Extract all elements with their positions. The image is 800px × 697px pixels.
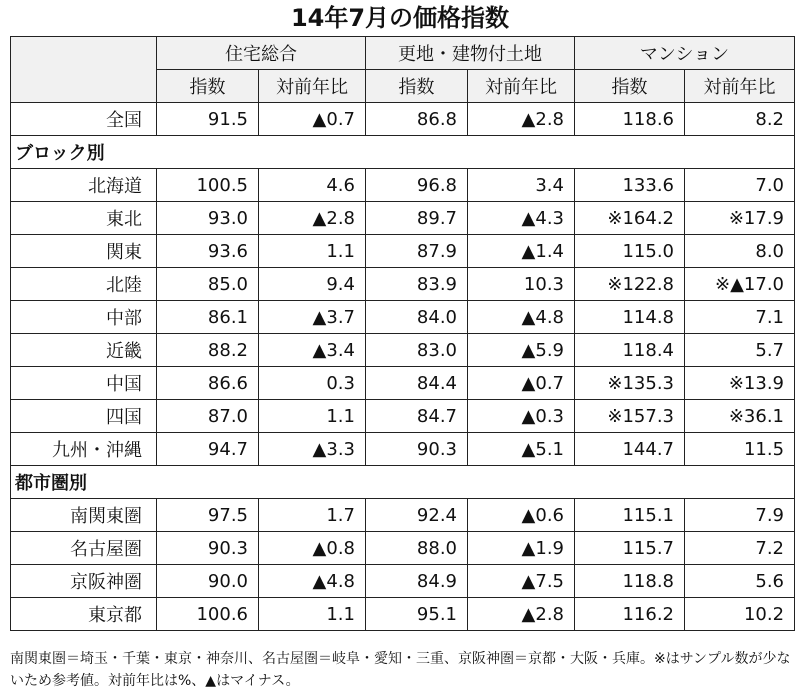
value-cell: 92.4 [366, 499, 468, 532]
header-corner-cell [11, 37, 157, 103]
value-cell: 93.6 [157, 235, 259, 268]
price-index-table [10, 36, 795, 631]
value-cell: 3.4 [468, 169, 575, 202]
value-cell: 86.1 [157, 301, 259, 334]
table-row [11, 598, 795, 631]
header-sub-cell: 対前年比 [259, 70, 366, 103]
row-label: 京阪神圏 [11, 565, 157, 598]
value-cell: 115.7 [575, 532, 685, 565]
row-label: 南関東圏 [11, 499, 157, 532]
value-cell: 1.1 [259, 235, 366, 268]
value-cell: ▲1.4 [468, 235, 575, 268]
value-cell: 84.7 [366, 400, 468, 433]
value-cell: 100.6 [157, 598, 259, 631]
table-row [11, 103, 795, 136]
value-cell: 7.1 [685, 301, 795, 334]
value-cell: ※122.8 [575, 268, 685, 301]
table-row [11, 565, 795, 598]
row-label: 九州・沖縄 [11, 433, 157, 466]
header-sub-cell: 対前年比 [468, 70, 575, 103]
value-cell: ▲7.5 [468, 565, 575, 598]
header-group-housing: 住宅総合 [157, 37, 366, 70]
value-cell: ▲2.8 [259, 202, 366, 235]
value-cell: ※13.9 [685, 367, 795, 400]
value-cell: 8.2 [685, 103, 795, 136]
value-cell: 100.5 [157, 169, 259, 202]
header-group-land: 更地・建物付土地 [366, 37, 575, 70]
value-cell: 115.1 [575, 499, 685, 532]
footnote: 南関東圏＝埼玉・千葉・東京・神奈川、名古屋圏＝岐阜・愛知・三重、京阪神圏＝京都・大阪・兵庫。※はサンプル数が少ないため参考値。対前年比は%、▲はマイナス。 [10, 651, 791, 689]
value-cell: 83.0 [366, 334, 468, 367]
value-cell: 5.6 [685, 565, 795, 598]
value-cell: 7.2 [685, 532, 795, 565]
value-cell: 84.9 [366, 565, 468, 598]
value-cell: ※▲17.0 [685, 268, 795, 301]
table-row [11, 433, 795, 466]
row-label: 全国 [11, 103, 157, 136]
value-cell: ▲3.4 [259, 334, 366, 367]
value-cell: 7.9 [685, 499, 795, 532]
value-cell: 95.1 [366, 598, 468, 631]
value-cell: 115.0 [575, 235, 685, 268]
value-cell: 90.0 [157, 565, 259, 598]
value-cell: 1.7 [259, 499, 366, 532]
table-row [11, 169, 795, 202]
value-cell: ▲4.8 [259, 565, 366, 598]
value-cell: ▲0.6 [468, 499, 575, 532]
value-cell: ▲5.1 [468, 433, 575, 466]
value-cell: 94.7 [157, 433, 259, 466]
table-row [11, 532, 795, 565]
value-cell: ※157.3 [575, 400, 685, 433]
section-label: ブロック別 [11, 136, 795, 169]
value-cell: 10.3 [468, 268, 575, 301]
value-cell: 1.1 [259, 400, 366, 433]
value-cell: 86.8 [366, 103, 468, 136]
table-row [11, 301, 795, 334]
header-sub-cell: 指数 [157, 70, 259, 103]
table-row [11, 268, 795, 301]
header-group-condo: マンション [575, 37, 795, 70]
value-cell: 90.3 [157, 532, 259, 565]
value-cell: 89.7 [366, 202, 468, 235]
row-label: 北海道 [11, 169, 157, 202]
table-row [11, 499, 795, 532]
value-cell: ▲4.3 [468, 202, 575, 235]
value-cell: 133.6 [575, 169, 685, 202]
row-label: 東北 [11, 202, 157, 235]
value-cell: 1.1 [259, 598, 366, 631]
value-cell: 96.8 [366, 169, 468, 202]
value-cell: ※36.1 [685, 400, 795, 433]
value-cell: ▲4.8 [468, 301, 575, 334]
value-cell: ▲0.7 [468, 367, 575, 400]
value-cell: 87.0 [157, 400, 259, 433]
row-label: 関東 [11, 235, 157, 268]
value-cell: ▲3.7 [259, 301, 366, 334]
value-cell: ▲5.9 [468, 334, 575, 367]
value-cell: 86.6 [157, 367, 259, 400]
table-row [11, 400, 795, 433]
value-cell: 8.0 [685, 235, 795, 268]
value-cell: ※17.9 [685, 202, 795, 235]
value-cell: 87.9 [366, 235, 468, 268]
row-label: 名古屋圏 [11, 532, 157, 565]
value-cell: 88.0 [366, 532, 468, 565]
value-cell: ▲2.8 [468, 598, 575, 631]
value-cell: 0.3 [259, 367, 366, 400]
value-cell: ▲3.3 [259, 433, 366, 466]
row-label: 北陸 [11, 268, 157, 301]
value-cell: 4.6 [259, 169, 366, 202]
value-cell: 90.3 [366, 433, 468, 466]
row-label: 近畿 [11, 334, 157, 367]
table-row [11, 367, 795, 400]
value-cell: ▲0.3 [468, 400, 575, 433]
row-label: 東京都 [11, 598, 157, 631]
value-cell: 5.7 [685, 334, 795, 367]
row-label: 四国 [11, 400, 157, 433]
value-cell: 84.0 [366, 301, 468, 334]
value-cell: ※135.3 [575, 367, 685, 400]
value-cell: 144.7 [575, 433, 685, 466]
value-cell: 118.6 [575, 103, 685, 136]
page-title: 14年7月の価格指数 [290, 4, 510, 32]
header-sub-cell: 対前年比 [685, 70, 795, 103]
value-cell: ▲0.8 [259, 532, 366, 565]
row-label: 中国 [11, 367, 157, 400]
row-label: 中部 [11, 301, 157, 334]
value-cell: ▲1.9 [468, 532, 575, 565]
value-cell: 114.8 [575, 301, 685, 334]
value-cell: 10.2 [685, 598, 795, 631]
value-cell: 85.0 [157, 268, 259, 301]
value-cell: 83.9 [366, 268, 468, 301]
value-cell: 91.5 [157, 103, 259, 136]
table-row [11, 334, 795, 367]
table-row [11, 202, 795, 235]
value-cell: 97.5 [157, 499, 259, 532]
value-cell: 84.4 [366, 367, 468, 400]
value-cell: 118.8 [575, 565, 685, 598]
value-cell: ▲2.8 [468, 103, 575, 136]
value-cell: 88.2 [157, 334, 259, 367]
value-cell: 11.5 [685, 433, 795, 466]
value-cell: 116.2 [575, 598, 685, 631]
section-row [11, 466, 795, 499]
value-cell: 118.4 [575, 334, 685, 367]
header-sub-cell: 指数 [575, 70, 685, 103]
header-sub-cell: 指数 [366, 70, 468, 103]
value-cell: ※164.2 [575, 202, 685, 235]
section-label: 都市圏別 [11, 466, 795, 499]
value-cell: 9.4 [259, 268, 366, 301]
value-cell: 93.0 [157, 202, 259, 235]
value-cell: ▲0.7 [259, 103, 366, 136]
header-group-row [11, 37, 795, 70]
section-row [11, 136, 795, 169]
table-row [11, 235, 795, 268]
value-cell: 7.0 [685, 169, 795, 202]
